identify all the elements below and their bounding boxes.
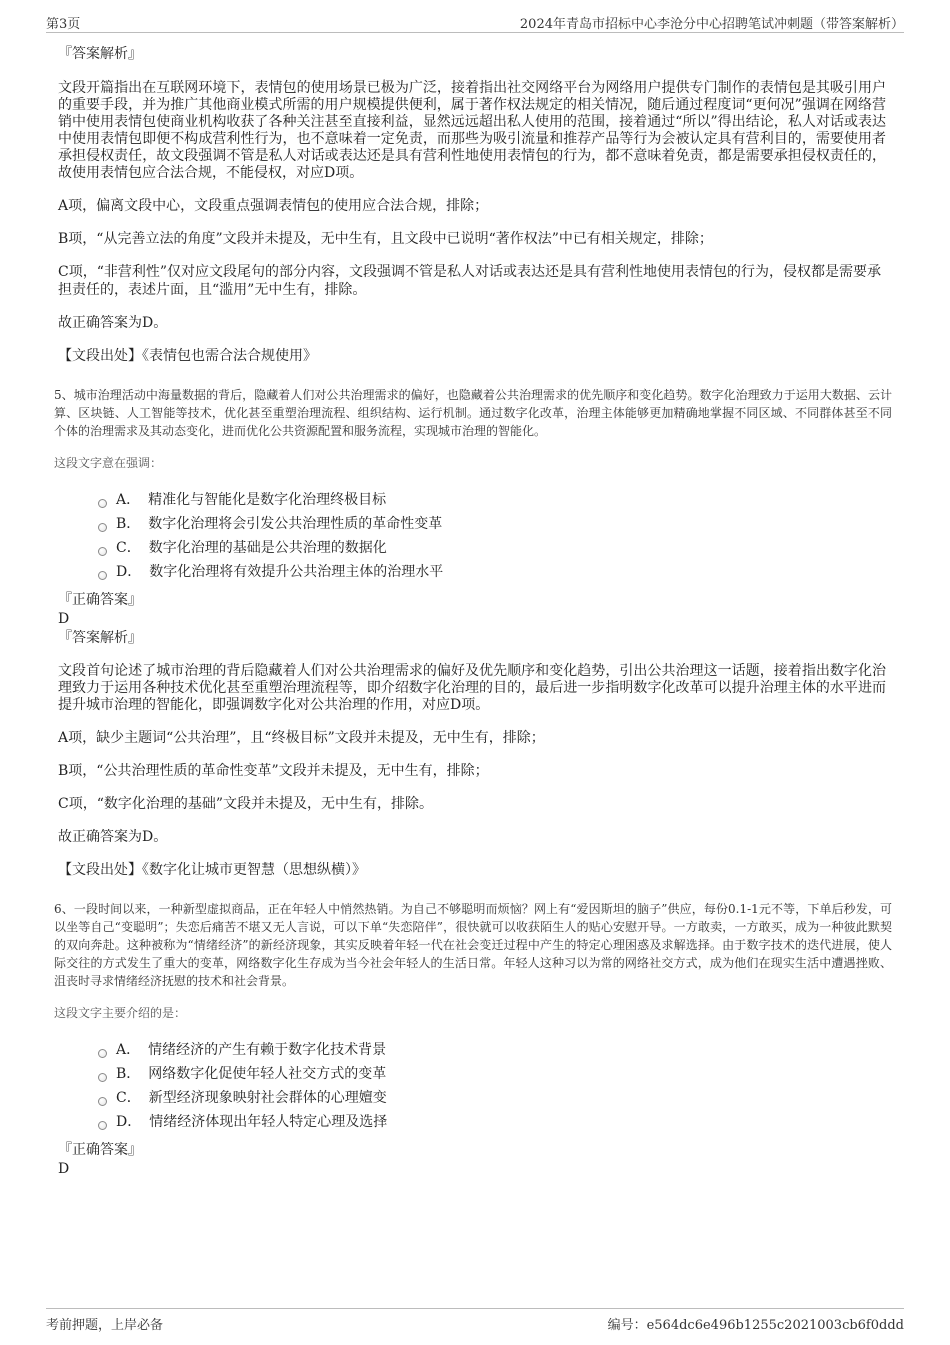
option-c[interactable]: C． 新型经济现象映射社会群体的心理嬗变 xyxy=(98,1086,886,1110)
source-citation: 【文段出处】《数字化让城市更智慧（思想纵横）》 xyxy=(58,862,366,878)
option-c-analysis: C项，“非营利性”仅对应文段尾句的部分内容，文段强调不管是私人对话或表达还是具有营利性地使用表情包的行为，侵权都是需要承担责任的，表述片面，且“滥用”无中生有，排除。 xyxy=(58,264,882,298)
page-header xyxy=(46,10,904,33)
question-6-text: 6、一段时间以来，一种新型虚拟商品，正在年轻人中悄然热销。为自己不够聪明而烦恼？网上有“爱因斯坦的脑子”供应，每份0.1-1元不等，下单后秒发，可以坐等自己“变聪明”；失恋后痛苦不堪又无人言说，可以下单“失恋陪伴”，很快就可以收获陌生人的贴心安慰开导。一方敢卖，一方敢买，成为一种彼此默契的双向奔赴。这种被称为“情绪经济”的新经济现象，其实反映着年轻一代在社会变迁过程中产生的特定心理困惑及求解选择。由于数字技术的迭代进展，使人际交往的方式发生了重大的变革，网络数字化生存成为当今社会年轻人的生活日常。年轻人这种习以为常的网络社交方式，成为他们在现实生活中遭遇挫败、沮丧时寻求情绪经济抚慰的技术和社会背景。 xyxy=(54,902,892,988)
option-b-analysis: B项，“从完善立法的角度”文段并未提及，无中生有，且文段中已说明“著作权法”中已有相关规定，排除； xyxy=(58,231,713,247)
option-a-analysis: A项，缺少主题词“公共治理”，且“终极目标”文段并未提及，无中生有，排除； xyxy=(58,730,545,746)
radio-icon[interactable] xyxy=(98,1073,107,1082)
conclusion: 故正确答案为D。 xyxy=(58,829,168,845)
option-c-analysis: C项，“数字化治理的基础”文段并未提及，无中生有，排除。 xyxy=(58,796,434,812)
page-number: 第3页 xyxy=(46,17,81,32)
analysis-text: 文段开篇指出在互联网环境下，表情包的使用场景已极为广泛，接着指出社交网络平台为网络用户提供专门制作的表情包是其吸引用户的重要手段，并为推广其他商业模式所需的用户规模提供便利，属于著作权法规定的相关情况，随后通过程度词“更何况”强调在网络营销中使用表情包使商业机构收获了各种关注甚至直接利益，显然远远超出私人使用的范围，接着通过“所以”得出结论，私人对话或表达中使用表情包即便不构成营利性行为，也不意味着一定免责，而那些为吸引流量和推荐产品等行为会被认定具有营利目的，需要使用者承担侵权责任，故文段强调不管是私人对话或表达还是具有营利性地使用表情包的行为，都不意味着免责，都是需要承担侵权责任的，故使用表情包应合法合规，不能侵权，对应D项。 xyxy=(58,80,886,181)
radio-icon[interactable] xyxy=(98,547,107,556)
analysis-text: 文段首句论述了城市治理的背后隐藏着人们对公共治理需求的偏好及优先顺序和变化趋势，引出公共治理这一话题，接着指出数字化治理致力于运用各种技术优化甚至重塑治理流程等，即介绍数字化治理的目的，最后进一步指明数字化改革可以提升治理主体的水平进而提升城市治理的智能化，即强调数字化对公共治理的作用，对应D项。 xyxy=(58,663,886,713)
option-a-analysis: A项，偏离文段中心，文段重点强调表情包的使用应合法合规，排除； xyxy=(58,198,489,214)
option-b[interactable]: B． 数字化治理将会引发公共治理性质的革命性变革 xyxy=(98,512,886,536)
question-6-options xyxy=(98,1038,886,1134)
radio-icon[interactable] xyxy=(98,1121,107,1130)
question-5-text: 5、城市治理活动中海量数据的背后，隐藏着人们对公共治理需求的偏好，也隐藏着公共治理需求的优先顺序和变化趋势。数字化治理致力于运用大数据、云计算、区块链、人工智能等技术，优化甚至重塑治理流程、组织结构、运行机制。通过数字化改革，治理主体能够更加精确地掌握不同区域、不同群体甚至不同个体的治理需求及其动态变化，进而优化公共资源配置和服务流程，实现城市治理的智能化。 xyxy=(54,388,892,438)
document-title: 2024年青岛市招标中心李沧分中心招聘笔试冲刺题（带答案解析） xyxy=(519,17,904,32)
correct-answer: D xyxy=(58,1161,70,1177)
question-6-prompt: 这段文字主要介绍的是： xyxy=(54,1006,187,1020)
radio-icon[interactable] xyxy=(98,1049,107,1058)
radio-icon[interactable] xyxy=(98,499,107,508)
correct-answer-label: 『正确答案』 xyxy=(58,592,142,608)
analysis-label: 『答案解析』 xyxy=(58,46,142,62)
page-content xyxy=(54,44,892,1178)
radio-icon[interactable] xyxy=(98,571,107,580)
option-d[interactable]: D． 数字化治理将有效提升公共治理主体的治理水平 xyxy=(98,560,886,584)
option-c[interactable]: C． 数字化治理的基础是公共治理的数据化 xyxy=(98,536,886,560)
correct-answer: D xyxy=(58,611,70,627)
analysis-label: 『答案解析』 xyxy=(58,630,142,646)
conclusion: 故正确答案为D。 xyxy=(58,315,168,331)
question-5-options xyxy=(98,488,886,584)
option-a[interactable]: A． 情绪经济的产生有赖于数字化技术背景 xyxy=(98,1038,886,1062)
correct-answer-label: 『正确答案』 xyxy=(58,1142,142,1158)
document-id: 编号：e564dc6e496b1255c2021003cb6f0ddd xyxy=(607,1318,904,1333)
page-footer xyxy=(46,1308,904,1335)
option-a[interactable]: A． 精准化与智能化是数字化治理终极目标 xyxy=(98,488,886,512)
source-citation: 【文段出处】《表情包也需合法合规使用》 xyxy=(58,348,317,364)
option-d[interactable]: D． 情绪经济体现出年轻人特定心理及选择 xyxy=(98,1110,886,1134)
question-5-prompt: 这段文字意在强调： xyxy=(54,456,163,470)
radio-icon[interactable] xyxy=(98,523,107,532)
option-b[interactable]: B． 网络数字化促使年轻人社交方式的变革 xyxy=(98,1062,886,1086)
footer-slogan: 考前押题，上岸必备 xyxy=(46,1318,164,1333)
option-b-analysis: B项，“公共治理性质的革命性变革”文段并未提及，无中生有，排除； xyxy=(58,763,489,779)
radio-icon[interactable] xyxy=(98,1097,107,1106)
